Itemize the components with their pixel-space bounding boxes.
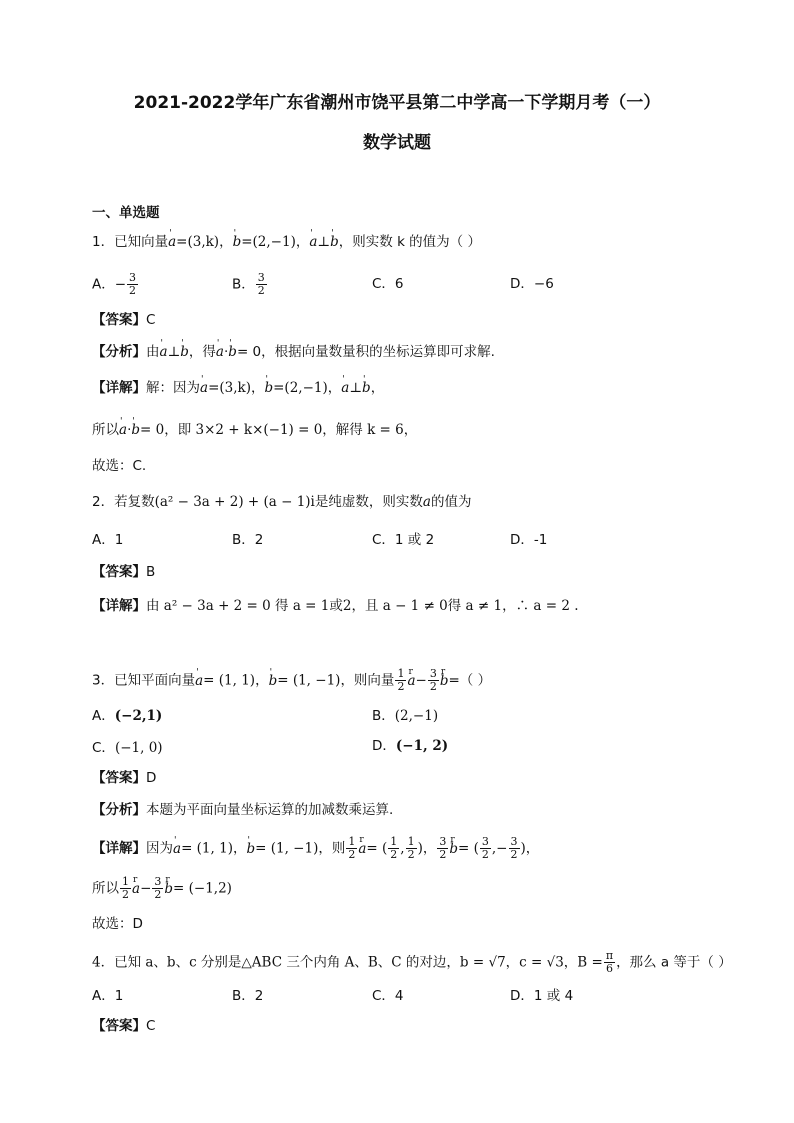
vec-a: ' a: [195, 671, 203, 691]
q1-option-d: D．−6: [510, 276, 554, 292]
q1-detail: 【详解】解：因为' a=(3,k)，' b=(2,−1)，' a⊥' b，: [92, 378, 384, 398]
analysis-text: 本题为平面向量坐标运算的加减数乘运算.: [146, 802, 394, 818]
q3-analysis: [92, 800, 393, 820]
perp-symbol: ⊥: [317, 234, 331, 250]
option-value: (2,−1): [394, 708, 439, 724]
dot-symbol: ·: [127, 422, 132, 438]
frac-num: 3: [439, 835, 447, 848]
fraction: [428, 668, 439, 693]
answer-value: C: [146, 1018, 156, 1034]
vec-a: ' a: [119, 420, 127, 440]
q3-option-b: [372, 706, 438, 726]
option-value: (−2,1): [114, 708, 163, 724]
fraction: [346, 836, 357, 861]
detail-tag: 【详解】: [92, 840, 146, 857]
q3-stem-tail: =（ ）: [448, 672, 492, 689]
option-value: (−1, 0): [114, 740, 163, 756]
vec-b: ' b: [228, 342, 237, 362]
vec-a: ' a: [200, 378, 208, 398]
vec-a: r a: [358, 839, 366, 859]
frac-den: 2: [397, 680, 405, 693]
vec-a: ' a: [173, 839, 181, 859]
fraction: [604, 950, 615, 975]
q2-option-c: C．1 或 2: [372, 532, 435, 548]
q2-expression: (a² − 3a + 2) + (a − 1)i: [154, 494, 315, 510]
eq-close: )，: [417, 840, 437, 857]
document-title: 2021-2022学年广东省潮州市饶平县第二中学高一下学期月考（一）: [133, 93, 661, 113]
frac-den: 2: [348, 848, 356, 861]
frac-den: 2: [129, 284, 137, 297]
detail-prefix: 解：因为: [146, 380, 200, 396]
eq-open: = (: [366, 840, 388, 857]
answer-value: D: [146, 770, 157, 786]
q2-stem-prefix: 2．若复数: [92, 494, 155, 510]
q1-stem: 1．已知向量' a=(3,k)，' b=(2,−1)，' a⊥' b，则实数 k 的值为（ ）: [92, 232, 481, 252]
option-label: D．: [372, 738, 396, 754]
q1-stem-prefix: 1．已知向量: [92, 234, 169, 250]
frac-den: 2: [407, 848, 415, 861]
fraction: [127, 272, 138, 297]
perp-symbol: ⊥: [167, 344, 181, 360]
eq-close: )，: [520, 840, 540, 857]
frac-num: 3: [429, 667, 437, 680]
q1-b-def: =(2,−1): [241, 234, 296, 250]
q3-stem-prefix: 3．已知平面向量: [92, 672, 196, 689]
so-prefix: 所以: [92, 422, 119, 438]
analysis-text: ，得: [188, 344, 216, 360]
q3-result: = (−1,2): [173, 880, 232, 897]
frac-num: 3: [481, 835, 489, 848]
vec-a: ' a: [341, 378, 349, 398]
q1-equation: = 0，即 3×2 + k×(−1) = 0，解得 k = 6，: [140, 422, 418, 438]
q1-analysis: 【分析】由' a⊥' b，得' a·' b= 0，根据向量数量积的坐标运算即可求解.: [92, 342, 495, 362]
q3-detail-line2: 所以 $\frac{1}{2}$ r a− $\frac{3}{2}$ r b= (−1,2): [92, 876, 232, 901]
fraction: [395, 668, 406, 693]
perp-symbol: ⊥: [349, 380, 363, 396]
frac-num: 1: [390, 835, 398, 848]
q3-a-def: = (1, 1): [203, 672, 256, 689]
q3-option-d: [372, 736, 448, 756]
frac-num: 1: [122, 875, 129, 888]
q3-answer: [92, 768, 156, 788]
q1-detail-line2: [92, 420, 417, 440]
answer-value: B: [146, 564, 156, 580]
q2-detail-text: 由 a² − 3a + 2 = 0 得 a = 1或2，且 a − 1 ≠ 0得 a ≠ 1，∴ a = 2 .: [146, 598, 579, 614]
analysis-tag: 【分析】: [92, 344, 146, 360]
vec-b: r b: [164, 879, 173, 899]
document-subtitle: 数学试题: [363, 133, 431, 153]
vec-b: ' b: [233, 232, 242, 252]
vec-b: ' b: [246, 839, 255, 859]
q2-var: a: [422, 494, 431, 510]
q3-stem: 3．已知平面向量' a= (1, 1)，' b= (1, −1)，则向量 $\frac{1}{2}$ r a− $\frac{3}{2}$ r b=（ ）: [92, 668, 491, 693]
frac-den: 2: [122, 888, 129, 901]
dot-symbol: ·: [223, 344, 229, 360]
frac-den: 2: [257, 284, 265, 297]
frac-den: 2: [429, 680, 437, 693]
vec-b: ' b: [264, 378, 273, 398]
detail-tag: 【详解】: [92, 598, 146, 614]
frac-den: 2: [481, 848, 489, 861]
vec-a: r a: [407, 671, 415, 691]
q3-b-def: = (1, −1): [277, 672, 341, 689]
fraction: [509, 836, 520, 861]
fraction: [256, 272, 267, 297]
option-label: B．: [372, 708, 395, 724]
q1-option-b: [232, 272, 268, 297]
vec-b: ' b: [362, 378, 371, 398]
fraction: [120, 876, 131, 901]
q1-a-def: =(3,k): [176, 234, 220, 250]
vec-a: ' a: [168, 232, 176, 252]
q2-answer: [92, 562, 155, 582]
option-label: A．−: [92, 276, 127, 293]
vec-b: ' b: [330, 232, 339, 252]
frac-num: 3: [257, 271, 265, 284]
fraction: [388, 836, 399, 861]
answer-value: C: [146, 312, 156, 328]
frac-num: 3: [154, 875, 162, 888]
q3-conclusion: 故选：D: [92, 916, 143, 932]
answer-tag: 【答案】: [92, 564, 146, 580]
option-label: C．: [92, 740, 115, 756]
q2-option-a: A．1: [92, 532, 124, 548]
q1-answer: [92, 310, 155, 330]
q3-option-a: [92, 706, 162, 726]
q1-stem-suffix: ，则实数 k 的值为（ ）: [338, 234, 481, 250]
q4-stem-text: 4．已知 a、b、c 分别是△ABC 三个内角 A、B、C 的对边，b = √7，c = √3，B =: [92, 954, 603, 971]
frac-den: 2: [439, 848, 447, 861]
frac-num: 3: [510, 835, 518, 848]
q3-option-c: [92, 738, 163, 758]
option-value: (−1, 2): [395, 738, 449, 754]
frac-num: 1: [397, 667, 405, 680]
answer-tag: 【答案】: [92, 770, 146, 786]
vec-a: ' a: [216, 342, 224, 362]
q4-stem-tail: ，那么 a 等于（ ）: [616, 954, 732, 971]
vec-a: r a: [132, 879, 140, 899]
vec-a: ' a: [160, 342, 168, 362]
section-heading: 一、单选题: [92, 205, 160, 221]
analysis-tag: 【分析】: [92, 802, 146, 818]
q3-stem-mid: ，则向量: [340, 672, 395, 689]
q2-option-d: D．-1: [510, 532, 548, 548]
fraction: [437, 836, 448, 861]
vec-b: r b: [449, 839, 458, 859]
vec-b: r b: [440, 671, 449, 691]
analysis-tail: = 0，根据向量数量积的坐标运算即可求解.: [236, 344, 495, 360]
so-prefix: 所以: [92, 880, 119, 897]
q3-detail: 【详解】因为' a= (1, 1)，' b= (1, −1)，则 $\frac{1}{2}$ r a= ( $\frac{1}{2}$ , $\frac{1}{2}$ )， $\frac{3}{2}$ r b= ( $\frac{3}{2}$ ,− $\frac{3}{2}$ )，: [92, 836, 539, 861]
q3-a-def: = (1, 1): [181, 840, 233, 857]
detail-prefix: 因为: [146, 840, 173, 857]
option-label: B．: [232, 276, 255, 293]
frac-den: 2: [390, 848, 398, 861]
frac-num: 1: [407, 835, 415, 848]
q2-stem-tail: 的值为: [430, 494, 472, 510]
q2-stem-suffix: 是纯虚数，则实数: [314, 494, 423, 510]
q1-option-c: C．6: [372, 276, 404, 292]
answer-tag: 【答案】: [92, 312, 146, 328]
fraction: [152, 876, 163, 901]
q4-answer: [92, 1016, 155, 1036]
vec-b: ' b: [269, 671, 278, 691]
vec-b: ' b: [180, 342, 189, 362]
q2-stem: [92, 492, 471, 512]
frac-den: 2: [510, 848, 518, 861]
frac-num: π: [605, 949, 614, 962]
q1-conclusion: 故选：C.: [92, 458, 147, 474]
q1-option-a: [92, 272, 139, 297]
frac-den: 2: [154, 888, 162, 901]
q2-option-b: B．2: [232, 532, 264, 548]
vec-b: ' b: [131, 420, 140, 440]
q1-a-def: =(3,k): [208, 380, 251, 396]
frac-den: 6: [605, 962, 613, 975]
q4-option-b: B．2: [232, 988, 264, 1004]
q4-option-a: A．1: [92, 988, 124, 1004]
detail-tag: 【详解】: [92, 380, 146, 396]
answer-tag: 【答案】: [92, 1018, 146, 1034]
q4-option-c: C．4: [372, 988, 404, 1004]
q1-b-def: =(2,−1): [273, 380, 328, 396]
frac-num: 3: [129, 271, 137, 284]
fraction: [406, 836, 417, 861]
frac-num: 1: [348, 835, 356, 848]
q3-detail-b: = (1, −1)，则: [255, 840, 346, 857]
eq-open: = (: [458, 840, 479, 857]
option-label: A．: [92, 708, 115, 724]
q4-option-d: D．1 或 4: [510, 988, 574, 1004]
fraction: [480, 836, 491, 861]
q2-detail: [92, 596, 579, 616]
vec-a: ' a: [309, 232, 317, 252]
q4-stem: [92, 950, 732, 975]
